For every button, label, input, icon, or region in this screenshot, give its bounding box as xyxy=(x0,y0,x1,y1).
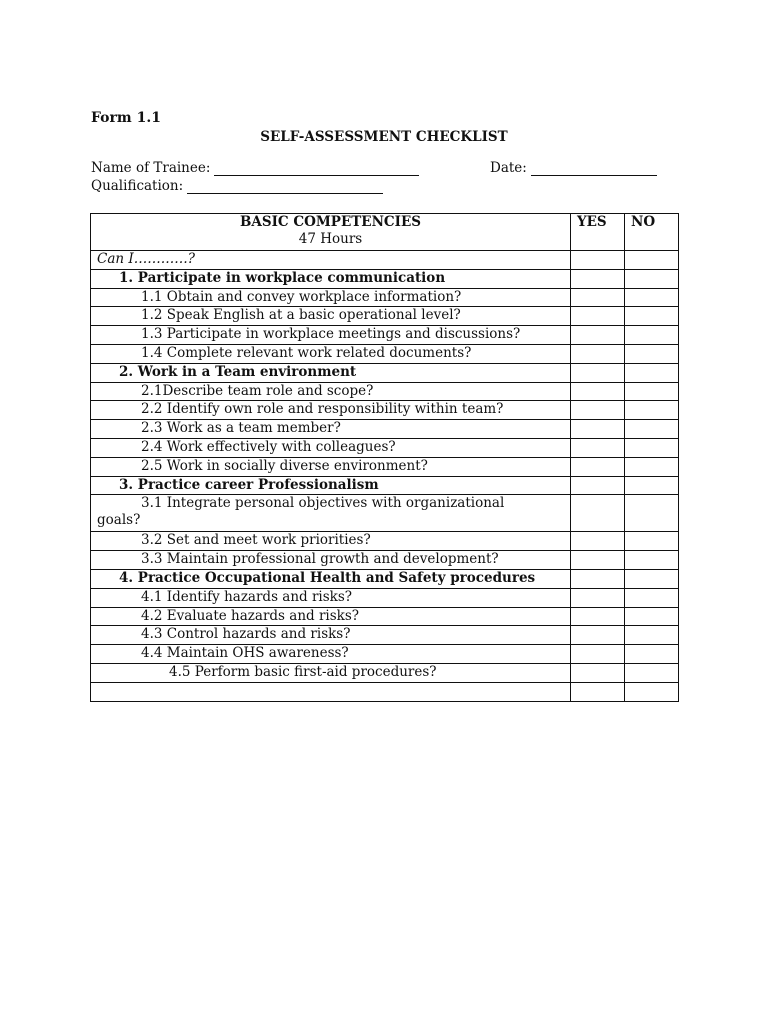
yes-cell[interactable] xyxy=(571,663,625,682)
section-heading: 1. Participate in workplace communication xyxy=(91,269,571,288)
yes-cell[interactable] xyxy=(571,457,625,476)
yes-cell[interactable] xyxy=(571,607,625,626)
section-heading: 3. Practice career Professionalism xyxy=(91,476,571,495)
no-cell[interactable] xyxy=(625,251,679,270)
date-field xyxy=(490,160,657,176)
yes-cell[interactable] xyxy=(571,588,625,607)
yes-cell[interactable] xyxy=(571,551,625,570)
section-row xyxy=(91,363,679,382)
table-row xyxy=(91,382,679,401)
competency-item: 4.1 Identify hazards and risks? xyxy=(91,588,571,607)
no-cell[interactable] xyxy=(625,457,679,476)
yes-cell[interactable] xyxy=(571,682,625,701)
no-cell[interactable] xyxy=(625,663,679,682)
yes-cell[interactable] xyxy=(571,307,625,326)
no-cell[interactable] xyxy=(625,645,679,664)
table-row xyxy=(91,457,679,476)
header-hours: 47 Hours xyxy=(298,231,363,247)
table-header-row xyxy=(91,214,679,251)
yes-cell[interactable] xyxy=(571,532,625,551)
no-cell[interactable] xyxy=(625,495,679,532)
table-row xyxy=(91,663,679,682)
table-row xyxy=(91,495,679,532)
table-row xyxy=(91,401,679,420)
table-row xyxy=(91,645,679,664)
section-heading: 2. Work in a Team environment xyxy=(91,363,571,382)
table-row xyxy=(91,551,679,570)
yes-cell[interactable] xyxy=(571,344,625,363)
competency-item xyxy=(91,495,571,532)
competency-item: 2.2 Identify own role and responsibility within team? xyxy=(91,401,571,420)
competency-item: 2.3 Work as a team member? xyxy=(91,420,571,439)
no-cell[interactable] xyxy=(625,626,679,645)
competency-item: 1.2 Speak English at a basic operational level? xyxy=(91,307,571,326)
yes-cell[interactable] xyxy=(571,269,625,288)
competency-item-text-continued: goals? xyxy=(97,512,141,529)
table-row xyxy=(91,288,679,307)
no-cell[interactable] xyxy=(625,382,679,401)
form-number: Form 1.1 xyxy=(91,110,161,126)
trainee-name-blank[interactable] xyxy=(214,161,419,176)
date-label: Date: xyxy=(490,160,527,176)
header-competencies-title: BASIC COMPETENCIES xyxy=(239,214,422,230)
no-cell[interactable] xyxy=(625,344,679,363)
trainee-name-field xyxy=(91,160,419,176)
yes-cell[interactable] xyxy=(571,645,625,664)
table-row xyxy=(91,420,679,439)
no-cell[interactable] xyxy=(625,588,679,607)
yes-cell[interactable] xyxy=(571,438,625,457)
competency-item: 3.3 Maintain professional growth and development? xyxy=(91,551,571,570)
no-cell[interactable] xyxy=(625,551,679,570)
yes-cell[interactable] xyxy=(571,251,625,270)
no-cell[interactable] xyxy=(625,569,679,588)
competency-item: 2.1Describe team role and scope? xyxy=(91,382,571,401)
yes-cell[interactable] xyxy=(571,569,625,588)
section-row xyxy=(91,476,679,495)
competency-checklist-table xyxy=(90,213,679,702)
competency-item: 4.2 Evaluate hazards and risks? xyxy=(91,607,571,626)
yes-cell[interactable] xyxy=(571,382,625,401)
yes-cell[interactable] xyxy=(571,326,625,345)
qualification-label: Qualification: xyxy=(91,178,184,194)
no-cell[interactable] xyxy=(625,326,679,345)
section-heading: 4. Practice Occupational Health and Safety procedures xyxy=(91,569,571,588)
no-cell[interactable] xyxy=(625,269,679,288)
no-cell[interactable] xyxy=(625,420,679,439)
yes-cell[interactable] xyxy=(571,420,625,439)
competency-item: 1.4 Complete relevant work related documents? xyxy=(91,344,571,363)
no-cell[interactable] xyxy=(625,288,679,307)
competency-item: 4.4 Maintain OHS awareness? xyxy=(91,645,571,664)
competency-item: 4.3 Control hazards and risks? xyxy=(91,626,571,645)
qualification-field xyxy=(91,178,383,194)
no-cell[interactable] xyxy=(625,438,679,457)
competency-item-text: 3.1 Integrate personal objectives with organizational xyxy=(141,495,505,512)
yes-cell[interactable] xyxy=(571,401,625,420)
blank-cell xyxy=(91,682,571,701)
page-title: SELF-ASSESSMENT CHECKLIST xyxy=(260,129,508,145)
table-row xyxy=(91,588,679,607)
section-row xyxy=(91,269,679,288)
section-row xyxy=(91,569,679,588)
trainee-name-label: Name of Trainee: xyxy=(91,160,211,176)
yes-cell[interactable] xyxy=(571,476,625,495)
competency-item: 1.3 Participate in workplace meetings and discussions? xyxy=(91,326,571,345)
competency-item: 3.2 Set and meet work priorities? xyxy=(91,532,571,551)
header-yes: YES xyxy=(571,214,625,251)
competency-item: 2.4 Work effectively with colleagues? xyxy=(91,438,571,457)
table-row xyxy=(91,607,679,626)
table-row xyxy=(91,307,679,326)
no-cell[interactable] xyxy=(625,401,679,420)
can-i-row xyxy=(91,251,679,270)
competency-item: 2.5 Work in socially diverse environment? xyxy=(91,457,571,476)
no-cell[interactable] xyxy=(625,363,679,382)
no-cell[interactable] xyxy=(625,607,679,626)
table-row xyxy=(91,626,679,645)
no-cell[interactable] xyxy=(625,476,679,495)
table-row xyxy=(91,438,679,457)
table-row xyxy=(91,326,679,345)
table-row xyxy=(91,344,679,363)
header-competencies xyxy=(91,214,571,251)
blank-row xyxy=(91,682,679,701)
date-blank[interactable] xyxy=(531,161,657,176)
no-cell[interactable] xyxy=(625,307,679,326)
header-no: NO xyxy=(625,214,679,251)
can-i-prompt: Can I…………? xyxy=(91,251,571,270)
no-cell[interactable] xyxy=(625,532,679,551)
yes-cell[interactable] xyxy=(571,363,625,382)
table-row xyxy=(91,532,679,551)
competency-item: 1.1 Obtain and convey workplace information? xyxy=(91,288,571,307)
competency-item: 4.5 Perform basic first-aid procedures? xyxy=(91,663,571,682)
no-cell[interactable] xyxy=(625,682,679,701)
yes-cell[interactable] xyxy=(571,495,625,532)
qualification-blank[interactable] xyxy=(187,179,383,194)
yes-cell[interactable] xyxy=(571,288,625,307)
yes-cell[interactable] xyxy=(571,626,625,645)
